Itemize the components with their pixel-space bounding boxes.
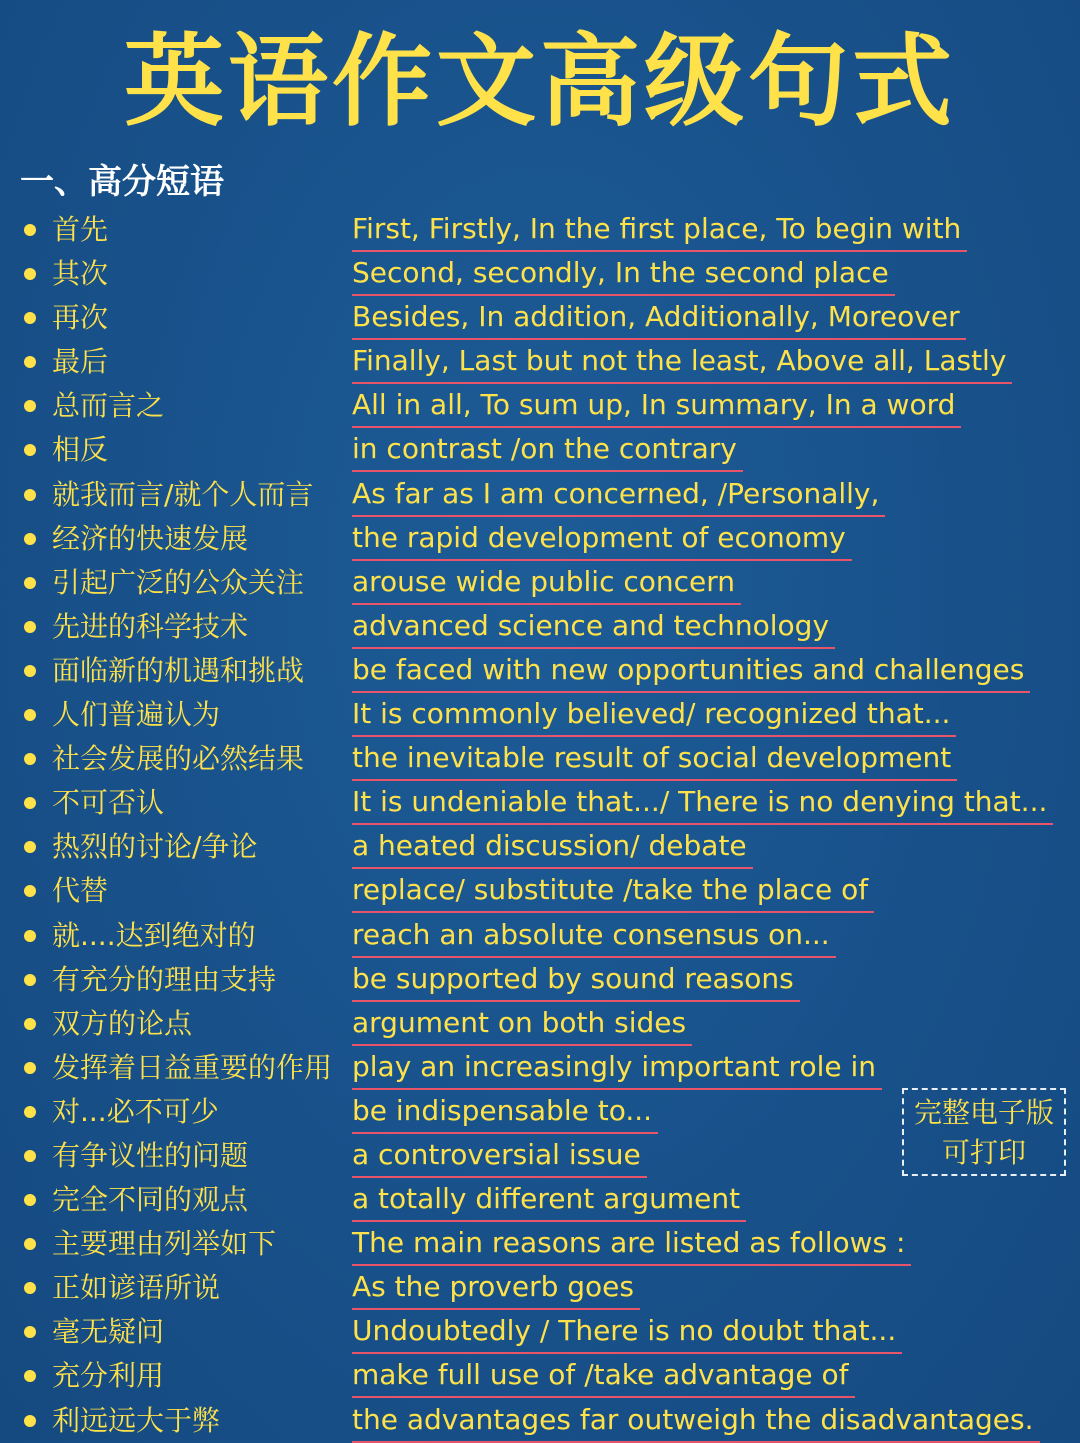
phrase-row [0, 1046, 1080, 1090]
chinese-phrase: 就....达到绝对的 [52, 918, 256, 952]
english-phrase: It is undeniable that.../ There is no denying that... [352, 781, 1053, 825]
chinese-phrase: 总而言之 [52, 389, 165, 423]
chinese-phrase: 引起广泛的公众关注 [52, 565, 305, 599]
english-phrase: As far as I am concerned, /Personally, [352, 473, 885, 517]
english-phrase: play an increasingly important role in [352, 1046, 882, 1090]
phrase-row [0, 1310, 1080, 1354]
chinese-phrase: 发挥着日益重要的作用 [52, 1050, 333, 1084]
bullet-icon [24, 224, 36, 236]
bullet-icon [24, 1062, 36, 1074]
phrase-row [0, 958, 1080, 1002]
page-title: 英语作文高级句式 [124, 23, 956, 140]
english-phrase: the advantages far outweigh the disadvantages. [352, 1399, 1040, 1443]
bullet-icon [24, 1194, 36, 1206]
phrase-row [0, 825, 1080, 869]
english-phrase: be indispensable to... [352, 1090, 658, 1134]
bullet-icon [24, 1370, 36, 1382]
bullet-icon [24, 885, 36, 897]
english-phrase: the rapid development of economy [352, 517, 852, 561]
bullet-icon [24, 268, 36, 280]
english-phrase: the inevitable result of social development [352, 737, 957, 781]
english-phrase: All in all, To sum up, In summary, In a word [352, 384, 961, 428]
bullet-icon [24, 797, 36, 809]
english-phrase: Besides, In addition, Additionally, Moreover [352, 296, 966, 340]
english-phrase: make full use of /take advantage of [352, 1354, 855, 1398]
chinese-phrase: 人们普遍认为 [52, 698, 221, 732]
phrase-row [0, 869, 1080, 913]
phrase-row [0, 517, 1080, 561]
english-phrase: Undoubtedly / There is no doubt that... [352, 1310, 902, 1354]
badge-line-1: 完整电子版 [913, 1096, 1054, 1129]
phrase-row [0, 384, 1080, 428]
english-phrase: reach an absolute consensus on... [352, 914, 836, 958]
chinese-phrase: 经济的快速发展 [52, 521, 249, 555]
english-phrase: a controversial issue [352, 1134, 647, 1178]
phrase-row [0, 649, 1080, 693]
english-phrase: First, Firstly, In the first place, To begin with [352, 208, 967, 252]
english-phrase: The main reasons are listed as follows : [352, 1222, 911, 1266]
chinese-phrase: 其次 [52, 257, 109, 291]
phrase-row [0, 1399, 1080, 1443]
chinese-phrase: 利远远大于弊 [52, 1403, 221, 1437]
english-phrase: Second, secondly, In the second place [352, 252, 895, 296]
bullet-icon [24, 1415, 36, 1427]
chinese-phrase: 对...必不可少 [52, 1094, 219, 1128]
bullet-icon [24, 709, 36, 721]
chinese-phrase: 毫无疑问 [52, 1315, 165, 1349]
bullet-icon [24, 841, 36, 853]
phrase-row [0, 737, 1080, 781]
chinese-phrase: 热烈的讨论/争论 [52, 830, 258, 864]
section-heading: 一、高分短语 [20, 162, 224, 202]
bullet-icon [24, 1106, 36, 1118]
english-phrase: be supported by sound reasons [352, 958, 800, 1002]
english-phrase: argument on both sides [352, 1002, 692, 1046]
chinese-phrase: 有争议性的问题 [52, 1138, 249, 1172]
chinese-phrase: 代替 [52, 874, 109, 908]
badge-line-2: 可打印 [941, 1136, 1026, 1169]
phrase-row [0, 914, 1080, 958]
phrase-row [0, 561, 1080, 605]
phrase-row [0, 1354, 1080, 1398]
english-phrase: in contrast /on the contrary [352, 428, 743, 472]
phrase-row [0, 340, 1080, 384]
phrase-row [0, 473, 1080, 517]
bullet-icon [24, 577, 36, 589]
english-phrase: advanced science and technology [352, 605, 835, 649]
english-phrase: Finally, Last but not the least, Above all, Lastly [352, 340, 1012, 384]
bullet-icon [24, 1282, 36, 1294]
bullet-icon [24, 753, 36, 765]
bullet-icon [24, 444, 36, 456]
phrase-row [0, 1222, 1080, 1266]
phrase-row [0, 252, 1080, 296]
chinese-phrase: 双方的论点 [52, 1006, 193, 1040]
phrase-row [0, 1002, 1080, 1046]
bullet-icon [24, 533, 36, 545]
bullet-icon [24, 400, 36, 412]
chinese-phrase: 再次 [52, 301, 109, 335]
chinese-phrase: 完全不同的观点 [52, 1183, 249, 1217]
bullet-icon [24, 930, 36, 942]
bullet-icon [24, 489, 36, 501]
chinese-phrase: 有充分的理由支持 [52, 962, 277, 996]
chinese-phrase: 就我而言/就个人而言 [52, 477, 314, 511]
chinese-phrase: 社会发展的必然结果 [52, 742, 305, 776]
phrase-row [0, 428, 1080, 472]
bullet-icon [24, 356, 36, 368]
chinese-phrase: 正如谚语所说 [52, 1271, 221, 1305]
english-phrase: replace/ substitute /take the place of [352, 869, 874, 913]
bullet-icon [24, 621, 36, 633]
chinese-phrase: 最后 [52, 345, 109, 379]
chinese-phrase: 主要理由列举如下 [52, 1227, 277, 1261]
phrase-row [0, 1178, 1080, 1222]
english-phrase: It is commonly believed/ recognized that... [352, 693, 956, 737]
bullet-icon [24, 1238, 36, 1250]
phrase-row [0, 693, 1080, 737]
phrase-row [0, 1266, 1080, 1310]
bullet-icon [24, 1150, 36, 1162]
phrase-row [0, 605, 1080, 649]
phrase-row [0, 781, 1080, 825]
print-version-badge [902, 1088, 1066, 1176]
bullet-icon [24, 1326, 36, 1338]
bullet-icon [24, 974, 36, 986]
bullet-icon [24, 665, 36, 677]
english-phrase: As the proverb goes [352, 1266, 640, 1310]
chinese-phrase: 面临新的机遇和挑战 [52, 653, 305, 687]
chinese-phrase: 首先 [52, 213, 109, 246]
phrase-list [0, 208, 1080, 1443]
bullet-icon [24, 312, 36, 324]
chinese-phrase: 不可否认 [52, 786, 165, 820]
chinese-phrase: 先进的科学技术 [52, 609, 249, 643]
bullet-icon [24, 1018, 36, 1030]
english-phrase: be faced with new opportunities and challenges [352, 649, 1030, 693]
english-phrase: a heated discussion/ debate [352, 825, 753, 869]
phrase-row [0, 208, 1080, 252]
english-phrase: arouse wide public concern [352, 561, 741, 605]
chinese-phrase: 相反 [52, 433, 109, 467]
phrase-row [0, 296, 1080, 340]
english-phrase: a totally different argument [352, 1178, 746, 1222]
chinese-phrase: 充分利用 [52, 1359, 165, 1393]
